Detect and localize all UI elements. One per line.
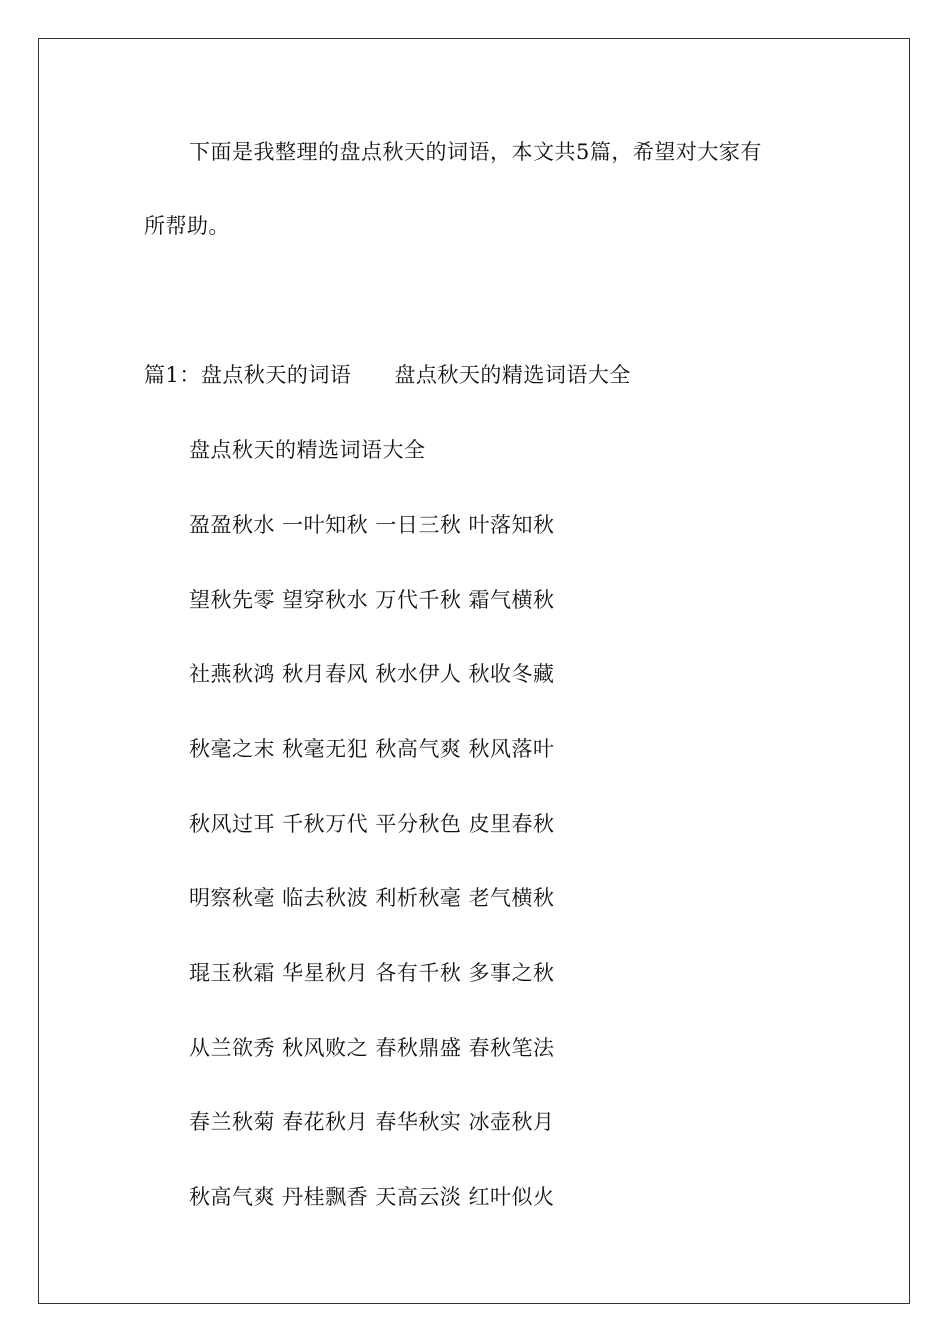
idiom-row-5: 秋风过耳 千秋万代 平分秋色 皮里春秋 bbox=[189, 812, 555, 836]
idiom-row-1: 盈盈秋水 一叶知秋 一日三秋 叶落知秋 bbox=[189, 513, 555, 537]
idiom-row-6: 明察秋毫 临去秋波 利析秋毫 老气横秋 bbox=[189, 886, 555, 910]
intro-line-1: 下面是我整理的盘点秋天的词语，本文共5篇，希望对大家有 bbox=[189, 140, 762, 164]
intro-line-2: 所帮助。 bbox=[144, 214, 230, 238]
idiom-row-8: 从兰欲秀 秋风败之 春秋鼎盛 春秋笔法 bbox=[189, 1036, 555, 1060]
idiom-row-4: 秋毫之末 秋毫无犯 秋高气爽 秋风落叶 bbox=[189, 737, 555, 761]
idiom-row-2: 望秋先零 望穿秋水 万代千秋 霜气横秋 bbox=[189, 588, 555, 612]
idiom-row-9: 春兰秋菊 春花秋月 春华秋实 冰壶秋月 bbox=[189, 1110, 555, 1134]
idiom-row-3: 社燕秋鸿 秋月春风 秋水伊人 秋收冬藏 bbox=[189, 662, 555, 686]
idiom-row-7: 琨玉秋霜 华星秋月 各有千秋 多事之秋 bbox=[189, 961, 555, 985]
section-subtitle: 盘点秋天的精选词语大全 bbox=[189, 438, 426, 462]
section-heading: 篇1：盘点秋天的词语 盘点秋天的精选词语大全 bbox=[144, 363, 631, 387]
idiom-row-10: 秋高气爽 丹桂飘香 天高云淡 红叶似火 bbox=[189, 1185, 555, 1209]
